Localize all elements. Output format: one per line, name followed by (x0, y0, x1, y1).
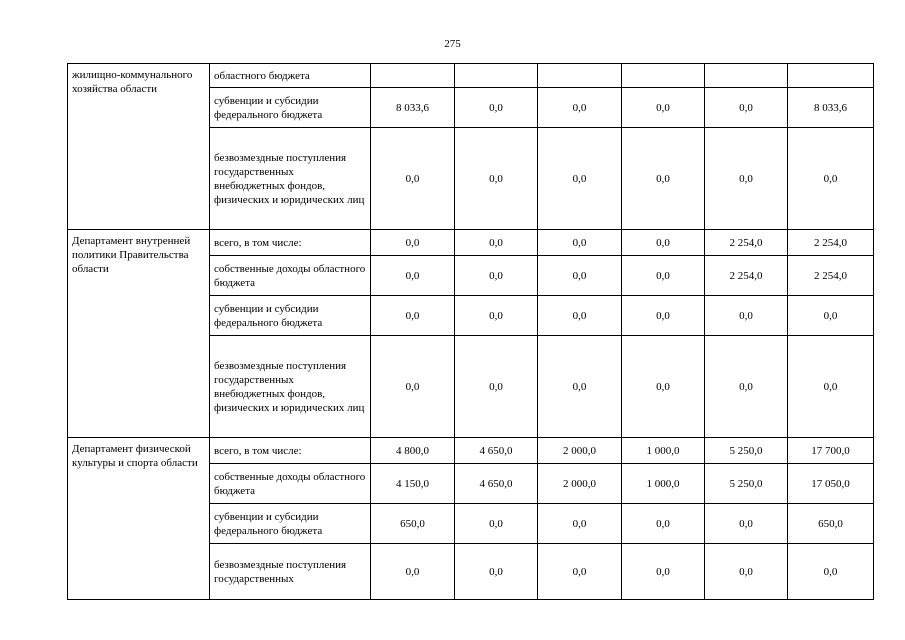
value-cell: 17 050,0 (788, 464, 874, 504)
table-row (68, 230, 874, 256)
value-cell: 0,0 (622, 256, 705, 296)
funding-source-cell: безвозмездные поступления государственных внебюджетных фондов, физических и юридических лиц (210, 128, 371, 230)
funding-source-cell: всего, в том числе: (210, 230, 371, 256)
value-cell: 0,0 (788, 544, 874, 600)
value-cell: 650,0 (371, 504, 455, 544)
value-cell: 4 150,0 (371, 464, 455, 504)
value-cell: 0,0 (788, 336, 874, 438)
value-cell: 0,0 (371, 128, 455, 230)
value-cell: 4 650,0 (455, 464, 538, 504)
value-cell: 0,0 (622, 88, 705, 128)
value-cell: 0,0 (455, 88, 538, 128)
value-cell: 0,0 (538, 256, 622, 296)
value-cell (538, 64, 622, 88)
value-cell (371, 64, 455, 88)
funding-source-cell: субвенции и субсидии федерального бюджета (210, 296, 371, 336)
value-cell: 0,0 (788, 296, 874, 336)
funding-source-cell: областного бюджета (210, 64, 371, 88)
value-cell: 650,0 (788, 504, 874, 544)
value-cell: 0,0 (538, 544, 622, 600)
value-cell: 0,0 (538, 336, 622, 438)
value-cell: 0,0 (705, 88, 788, 128)
value-cell: 0,0 (538, 504, 622, 544)
value-cell: 0,0 (455, 296, 538, 336)
value-cell (705, 64, 788, 88)
value-cell: 2 254,0 (788, 230, 874, 256)
department-cell: жилищно-коммунального хозяйства области (68, 64, 210, 230)
value-cell: 8 033,6 (788, 88, 874, 128)
value-cell: 17 700,0 (788, 438, 874, 464)
value-cell: 4 800,0 (371, 438, 455, 464)
value-cell: 0,0 (455, 256, 538, 296)
value-cell: 5 250,0 (705, 438, 788, 464)
value-cell: 0,0 (622, 230, 705, 256)
value-cell: 0,0 (455, 230, 538, 256)
value-cell: 0,0 (371, 230, 455, 256)
value-cell: 2 254,0 (705, 256, 788, 296)
value-cell: 0,0 (538, 230, 622, 256)
page-number: 275 (444, 38, 461, 50)
value-cell: 1 000,0 (622, 438, 705, 464)
value-cell: 0,0 (622, 544, 705, 600)
value-cell: 0,0 (455, 504, 538, 544)
funding-source-cell: собственные доходы областного бюджета (210, 256, 371, 296)
value-cell: 0,0 (705, 128, 788, 230)
funding-source-cell: субвенции и субсидии федерального бюджета (210, 504, 371, 544)
table-body (68, 64, 874, 600)
value-cell: 0,0 (705, 544, 788, 600)
value-cell: 4 650,0 (455, 438, 538, 464)
table-row (68, 64, 874, 88)
value-cell: 0,0 (371, 336, 455, 438)
value-cell: 2 254,0 (705, 230, 788, 256)
funding-source-cell: субвенции и субсидии федерального бюджета (210, 88, 371, 128)
value-cell: 0,0 (371, 296, 455, 336)
value-cell: 0,0 (455, 336, 538, 438)
value-cell: 0,0 (705, 336, 788, 438)
funding-source-cell: собственные доходы областного бюджета (210, 464, 371, 504)
value-cell: 0,0 (538, 296, 622, 336)
value-cell (622, 64, 705, 88)
value-cell: 0,0 (705, 296, 788, 336)
value-cell: 0,0 (371, 256, 455, 296)
value-cell: 0,0 (455, 544, 538, 600)
value-cell: 0,0 (705, 504, 788, 544)
value-cell: 2 000,0 (538, 464, 622, 504)
value-cell (788, 64, 874, 88)
value-cell (455, 64, 538, 88)
budget-table (67, 63, 874, 600)
value-cell: 0,0 (622, 504, 705, 544)
department-cell: Департамент физической культуры и спорта области (68, 438, 210, 600)
value-cell: 2 254,0 (788, 256, 874, 296)
table-row (68, 438, 874, 464)
funding-source-cell: всего, в том числе: (210, 438, 371, 464)
funding-source-cell: безвозмездные поступления государственных внебюджетных фондов, физических и юридических лиц (210, 336, 371, 438)
value-cell: 0,0 (788, 128, 874, 230)
value-cell: 0,0 (455, 128, 538, 230)
value-cell: 0,0 (538, 88, 622, 128)
funding-source-cell: безвозмездные поступления государственных (210, 544, 371, 600)
value-cell: 2 000,0 (538, 438, 622, 464)
value-cell: 0,0 (622, 336, 705, 438)
value-cell: 5 250,0 (705, 464, 788, 504)
value-cell: 1 000,0 (622, 464, 705, 504)
value-cell: 0,0 (622, 296, 705, 336)
department-cell: Департамент внутренней политики Правительства области (68, 230, 210, 438)
value-cell: 0,0 (622, 128, 705, 230)
value-cell: 0,0 (371, 544, 455, 600)
value-cell: 0,0 (538, 128, 622, 230)
value-cell: 8 033,6 (371, 88, 455, 128)
